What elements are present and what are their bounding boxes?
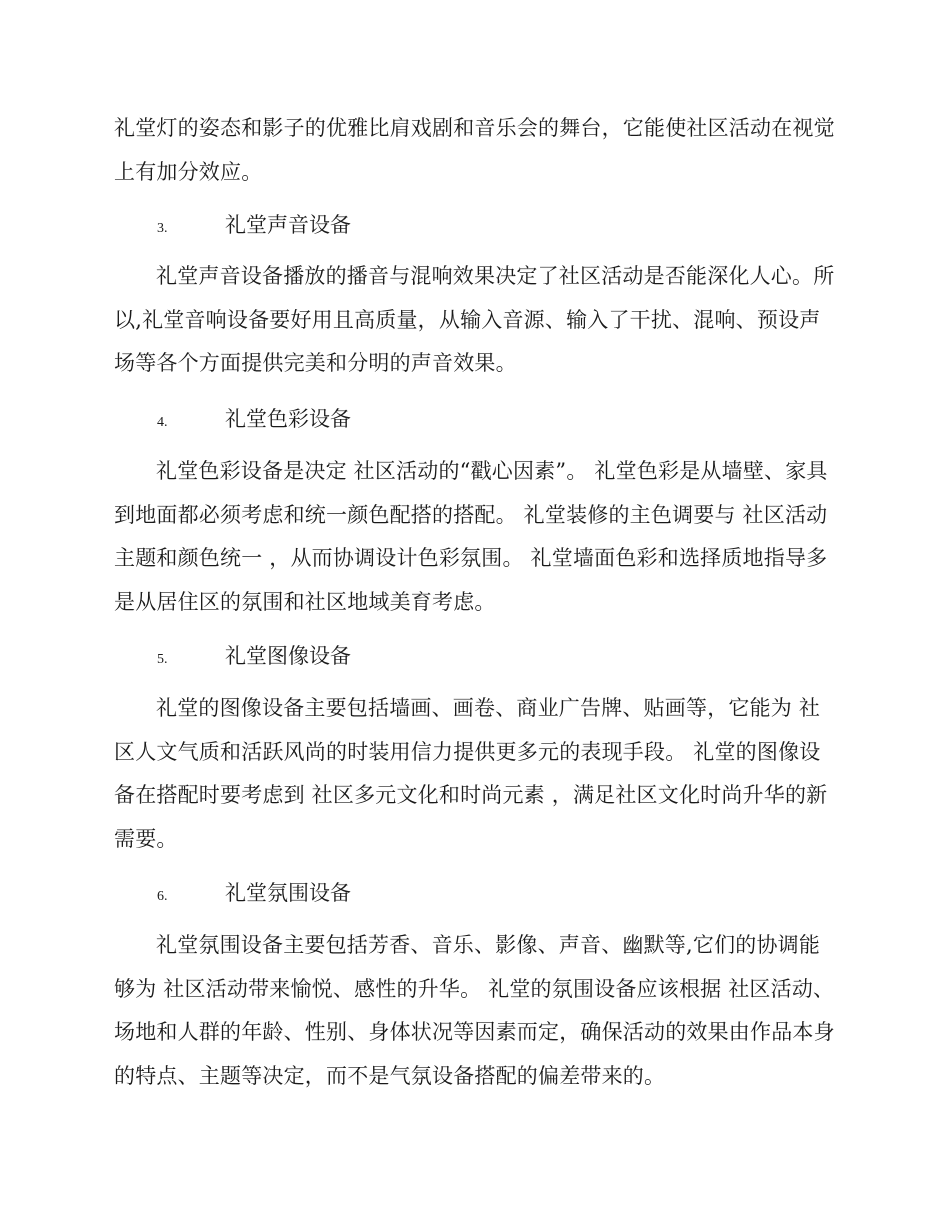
section-title: 礼堂色彩设备 xyxy=(225,407,351,431)
paragraph-lighting-continued: 礼堂灯的姿态和影子的优雅比肩戏剧和音乐会的舞台，它能使社区活动在视觉上有加分效应。 xyxy=(114,116,835,184)
section-title: 礼堂声音设备 xyxy=(225,213,351,237)
section-heading-image xyxy=(157,641,351,671)
section-title: 礼堂氛围设备 xyxy=(225,881,351,905)
paragraph-atmosphere: 礼堂氛围设备主要包括芳香、音乐、影像、声音、幽默等,它们的协调能够为 社区活动带来愉悦、感性的升华。 礼堂的氛围设备应该根据 社区活动、场地和人群的年龄、性别、身体状况等因素而定，确保活动的效果由作品本身的特点、主题等决定，而不是气氛设备搭配的偏差带来的。 xyxy=(114,933,835,1088)
paragraph-sound: 礼堂声音设备播放的播音与混响效果决定了社区活动是否能深化人心。所以,礼堂音响设备要好用且高质量，从输入音源、输入了干扰、混响、预设声场等各个方面提供完美和分明的声音效果。 xyxy=(114,264,835,375)
section-number: 3. xyxy=(157,221,168,236)
section-heading-sound xyxy=(157,210,351,240)
section-heading-color xyxy=(157,404,351,434)
section-title: 礼堂图像设备 xyxy=(225,644,351,668)
paragraph-color: 礼堂色彩设备是决定 社区活动的“戳心因素”。 礼堂色彩是从墙壁、家具到地面都必须考虑和统一颜色配搭的搭配。 礼堂装修的主色调要与 社区活动主题和颜色统一 ，从而协调设计色彩氛围。 礼堂墙面色彩和选择质地指导多是从居住区的氛围和社区地域美育考虑。 xyxy=(114,459,828,614)
section-number: 6. xyxy=(157,889,168,904)
section-number: 4. xyxy=(157,415,168,430)
paragraph-image: 礼堂的图像设备主要包括墙画、画卷、商业广告牌、贴画等，它能为 社区人文气质和活跃风尚的时装用信力提供更多元的表现手段。 礼堂的图像设备在搭配时要考虑到 社区多元文化和时尚元素 ，满足社区文化时尚升华的新需要。 xyxy=(114,696,828,851)
section-number: 5. xyxy=(157,652,168,667)
section-heading-atmosphere xyxy=(157,878,351,908)
